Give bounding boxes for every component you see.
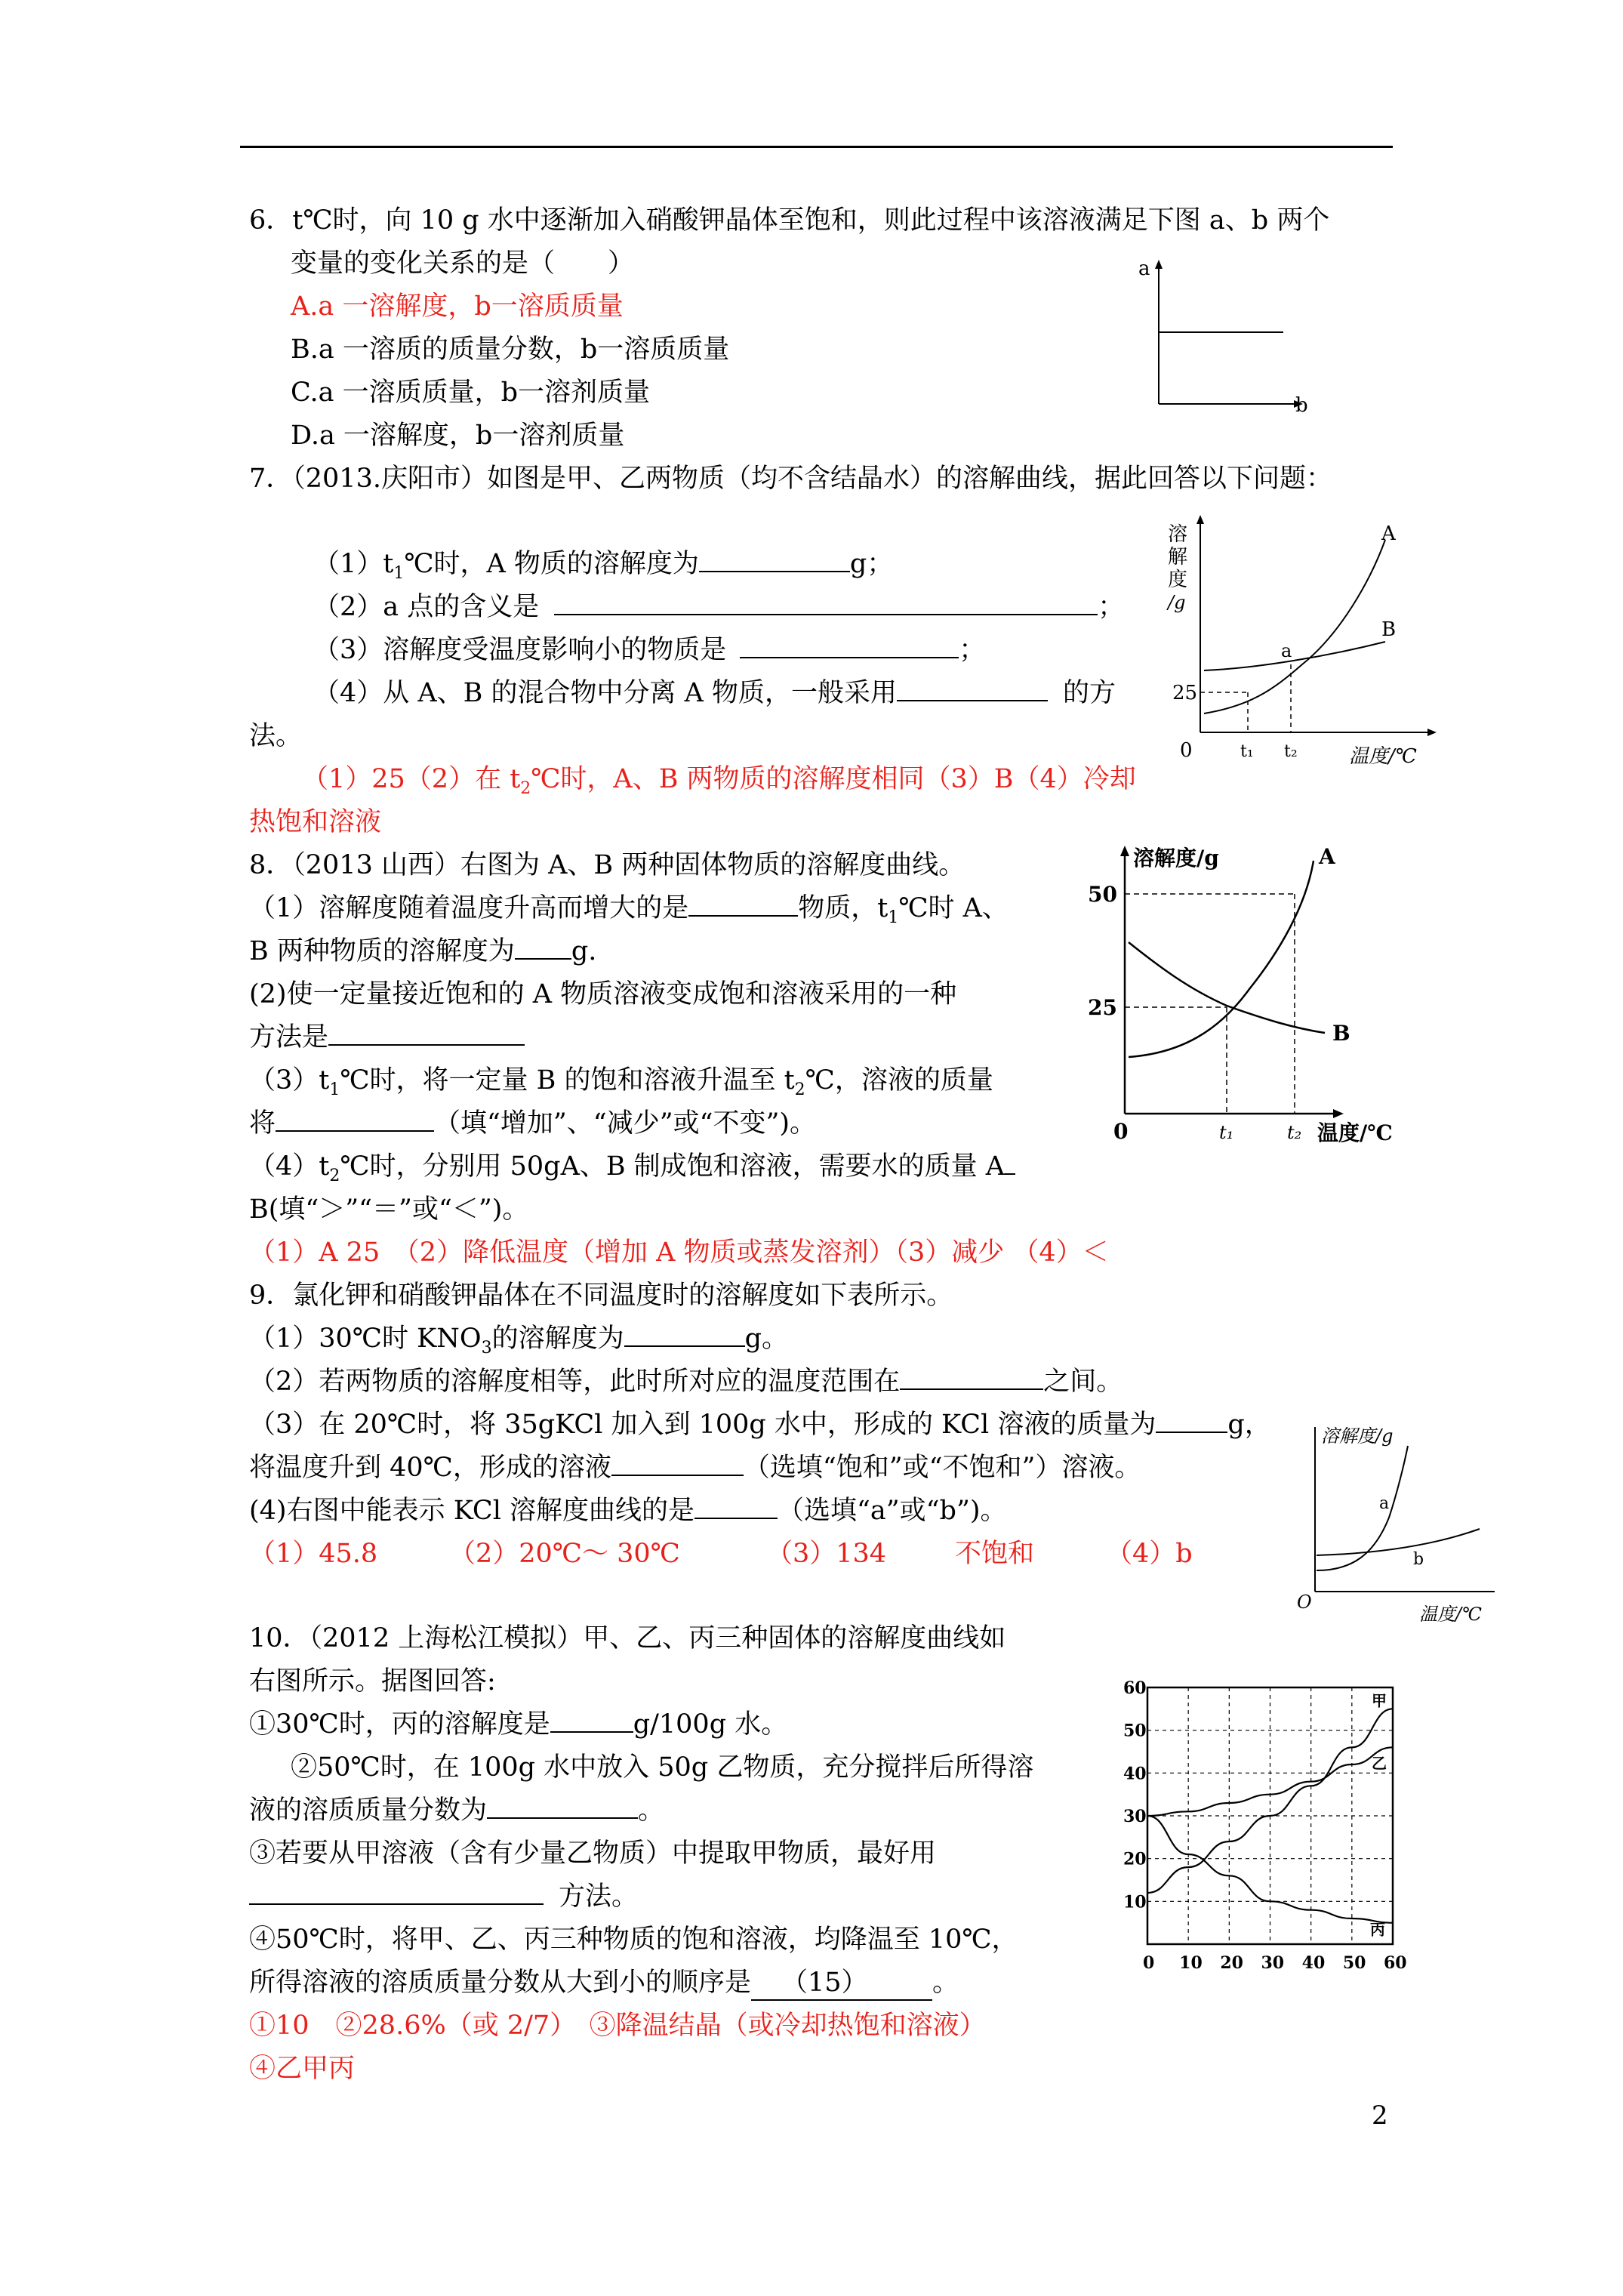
q8-p1-blank2 — [515, 935, 571, 960]
q7-label-B: B — [1381, 618, 1397, 641]
q8-part1 — [249, 892, 1009, 935]
q9-p2-text-c: 之间。 — [1043, 1367, 1123, 1397]
q7-part4-cont: 法。 — [249, 721, 303, 751]
q7-ans-sub: 2 — [520, 779, 531, 798]
header-rule — [240, 146, 1393, 148]
q7-curve-b — [1204, 642, 1385, 670]
q8-p3-text-d: 将 — [249, 1108, 276, 1139]
q10-xtick-label: 30 — [1261, 1953, 1285, 1973]
q7-x-arrow — [1427, 729, 1437, 736]
page-number: 2 — [1372, 2100, 1388, 2131]
q6-a-label: a — [1138, 257, 1150, 280]
q6-option-b: B.a 一溶质的质量分数，b一溶质质量 — [291, 334, 730, 365]
q10-ytick-label: 50 — [1123, 1721, 1147, 1741]
q10-tick-labels — [1123, 1678, 1407, 1973]
q10-xtick-label: 0 — [1143, 1953, 1155, 1973]
q9-part4 — [249, 1494, 1007, 1527]
q9-p3-text-e: （选填“饱和”或“不饱和”）溶液。 — [743, 1453, 1141, 1483]
q8-p4-sub: 2 — [329, 1166, 340, 1185]
q10-stem-line1: 10．（2012 上海松江模拟）甲、乙、丙三种固体的溶解度曲线如 — [249, 1623, 1006, 1653]
q10-p2-blank — [487, 1795, 638, 1819]
q9-p3-text-c: g， — [1227, 1410, 1271, 1440]
q9-ylabel: 溶解度/g — [1321, 1425, 1394, 1447]
q7-tick-t1: t₁ — [1240, 742, 1254, 761]
q8-p1-text-c: ℃时 A、 — [898, 893, 1009, 923]
q10-p4-blank: （15） — [751, 1966, 932, 2001]
q8-p3-sub2: 2 — [794, 1080, 805, 1099]
q8-p4-blank — [1005, 1151, 1015, 1175]
q8-p3-text-b: ℃时，将一定量 B 的饱和溶液升温至 t — [340, 1065, 795, 1096]
q10-p1-blank — [550, 1709, 633, 1733]
q8-p3-blank — [276, 1108, 434, 1132]
q7-part4 — [313, 676, 1116, 710]
q10-answer-line2: ④乙甲丙 — [249, 2054, 356, 2084]
q9-p1-sub: 3 — [481, 1339, 492, 1358]
q8-part3-cont — [249, 1107, 816, 1140]
q7-p4-text-a: （4）从 A、B 的混合物中分离 A 物质，一般采用 — [313, 678, 898, 708]
q7-part1 — [313, 547, 893, 590]
q10-ytick-label: 60 — [1123, 1678, 1147, 1698]
q7-p3-text-c: ； — [959, 635, 986, 665]
q8-p2-blank — [328, 1022, 525, 1046]
q8-p3-text-e: （填“增加”、“减少”或“不变”)。 — [434, 1108, 817, 1139]
q7-point-a: a — [1281, 640, 1292, 661]
q9-label-a: a — [1379, 1494, 1390, 1513]
q9-part1 — [249, 1322, 788, 1365]
q8-p1-text-b: 物质，t — [798, 893, 888, 923]
q7-p1-text-a: （1）t — [313, 549, 394, 579]
q9-chart — [1283, 1419, 1502, 1631]
q8-tick-50: 50 — [1088, 882, 1117, 907]
q9-p1-text-b: 的溶解度为 — [491, 1324, 624, 1354]
q8-p2-text-b: 方法是 — [249, 1022, 329, 1052]
q8-tick-t1: t₁ — [1219, 1122, 1234, 1143]
q7-p4-blank — [897, 677, 1048, 701]
q10-xtick-label: 60 — [1384, 1953, 1407, 1973]
q9-part2 — [249, 1365, 1123, 1398]
q9-part3 — [249, 1408, 1271, 1441]
q10-p3-blank — [249, 1881, 544, 1905]
q8-part2: (2)使一定量接近饱和的 A 物质溶液变成饱和溶液采用的一种 — [249, 979, 957, 1009]
q6-option-c: C.a 一溶质质量，b一溶剂质量 — [291, 378, 651, 408]
q9-origin: O — [1297, 1592, 1312, 1613]
q7-ylabel-3: 度 — [1168, 569, 1188, 591]
q9-p2-blank — [900, 1366, 1043, 1390]
q7-tick-25: 25 — [1172, 682, 1198, 704]
q7-p1-blank — [699, 548, 850, 572]
q7-curve-a — [1204, 540, 1385, 713]
q9-p1-text-c: g。 — [744, 1324, 788, 1354]
q8-part3 — [249, 1064, 993, 1107]
q7-p2-text-a: （2）a 点的含义是 — [313, 592, 540, 622]
q8-curve-a — [1129, 861, 1313, 1057]
q10-part3-cont — [249, 1880, 638, 1913]
q9-p4-text-a: (4)右图中能表示 KCl 溶解度曲线的是 — [249, 1496, 695, 1526]
q8-label-B: B — [1332, 1021, 1350, 1046]
q9-p4-blank — [694, 1495, 778, 1519]
q8-part4 — [249, 1150, 1015, 1193]
q7-ans-text-a: （1）25（2）在 t — [302, 764, 521, 794]
q10-series-name-2: 乙 — [1372, 1754, 1387, 1773]
q8-tick-t2: t₂ — [1287, 1122, 1302, 1143]
q9-answer-3: （3）134 — [766, 1539, 887, 1569]
q8-chart — [1076, 838, 1408, 1155]
q7-p1-text-b: ℃时，A 物质的溶解度为 — [404, 549, 699, 579]
q6-y-arrow — [1155, 260, 1163, 269]
q9-p1-blank — [624, 1323, 745, 1347]
q8-part4-cont: B(填“＞”“＝”或“＜”)。 — [249, 1194, 529, 1225]
q10-xtick-label: 10 — [1179, 1953, 1203, 1973]
q8-p1-sub: 1 — [888, 908, 899, 927]
q7-p1-text-c: g； — [849, 549, 894, 579]
q7-part3 — [313, 633, 985, 667]
q10-ytick-label: 40 — [1123, 1764, 1147, 1784]
q8-p1-text-a: （1）溶解度随着温度升高而增大的是 — [249, 893, 689, 923]
q7-answer-line2: 热饱和溶液 — [249, 807, 382, 837]
q8-y-arrow — [1120, 846, 1129, 856]
q10-answer-line1: ①10 ②28.6%（或 2/7） ③降温结晶（或冷却热饱和溶液） — [249, 2011, 986, 2041]
q10-part4: ④50℃时，将甲、乙、丙三种物质的饱和溶液，均降温至 10℃， — [249, 1925, 1018, 1955]
q9-p4-text-c: （选填“a”或“b”)。 — [778, 1496, 1007, 1526]
q9-p1-text-a: （1）30℃时 KNO — [249, 1324, 482, 1354]
q7-label-A: A — [1381, 522, 1396, 545]
q8-xlabel: 温度/℃ — [1317, 1120, 1393, 1145]
q6-option-d: D.a 一溶解度，b一溶剂质量 — [291, 421, 625, 451]
q8-p3-text-a: （3）t — [249, 1065, 330, 1096]
q9-curve-b — [1317, 1529, 1480, 1555]
q8-tick-25: 25 — [1088, 995, 1117, 1020]
q10-series-name-1: 甲 — [1372, 1691, 1387, 1710]
q10-part2-cont — [249, 1794, 664, 1827]
q8-ylabel: 溶解度/g — [1133, 846, 1219, 871]
q10-chart — [1110, 1672, 1412, 1989]
q8-part2-cont — [249, 1021, 525, 1054]
q8-label-A: A — [1319, 844, 1335, 869]
q7-p2-text-c: ； — [1098, 592, 1125, 622]
q10-ytick-label: 20 — [1123, 1849, 1147, 1869]
q9-stem: 9．氯化钾和硝酸钾晶体在不同温度时的溶解度如下表所示。 — [249, 1281, 953, 1311]
q8-origin: 0 — [1113, 1119, 1129, 1144]
q8-p1-blank1 — [688, 892, 798, 917]
q7-xlabel: 温度/℃ — [1349, 745, 1417, 768]
q10-p1-text-c: g/100g 水。 — [633, 1709, 788, 1740]
q10-p2-text-b: 液的溶质质量分数为 — [249, 1795, 488, 1826]
q7-origin: 0 — [1180, 739, 1193, 762]
q7-part2 — [313, 590, 1124, 624]
q7-stem: 7．（2013.庆阳市）如图是甲、乙两物质（均不含结晶水）的溶解曲线，据此回答以下问题： — [249, 464, 1332, 494]
q7-ylabel-2: 解 — [1168, 546, 1188, 569]
q10-p2-text-c: 。 — [638, 1795, 665, 1826]
q10-ytick-label: 30 — [1123, 1807, 1147, 1826]
q7-p3-text-a: （3）溶解度受温度影响小的物质是 — [313, 635, 727, 665]
q10-series-name-3: 丙 — [1370, 1920, 1385, 1939]
q8-p4-text-a: （4）t — [249, 1151, 330, 1182]
q9-p2-text-a: （2）若两物质的溶解度相等，此时所对应的温度范围在 — [249, 1367, 901, 1397]
q10-stem-line2: 右图所示。据图回答: — [249, 1666, 496, 1697]
q8-p1-text-d: B 两种物质的溶解度为 — [249, 936, 515, 966]
q8-part1-cont — [249, 935, 596, 968]
q9-answer-5: （4）b — [1106, 1539, 1193, 1569]
q10-p4-text-b: 所得溶液的溶质质量分数从大到小的顺序是 — [249, 1968, 752, 1998]
q6-chart — [1125, 257, 1313, 415]
q6-b-label: b — [1295, 394, 1308, 415]
q8-stem: 8．（2013 山西）右图为 A、B 两种固体物质的溶解度曲线。 — [249, 850, 965, 880]
q10-part1 — [249, 1708, 787, 1741]
q6-stem-line1: 6．t℃时，向 10 g 水中逐渐加入硝酸钾晶体至饱和，则此过程中该溶液满足下图 a、b 两个 — [249, 205, 1330, 236]
q7-ylabel-4: /g — [1168, 592, 1186, 613]
q9-xlabel: 温度/℃ — [1419, 1604, 1482, 1625]
q8-answer: （1）A 25 （2）降低温度（增加 A 物质或蒸发溶剂）（3）减少 （4）＜ — [249, 1237, 1109, 1268]
q9-p3-text-a: （3）在 20℃时，将 35gKCl 加入到 100g 水中，形成的 KCl 溶液的质量为 — [249, 1410, 1156, 1440]
q7-y-arrow — [1196, 515, 1204, 524]
q9-answer-1: （1）45.8 — [249, 1539, 378, 1569]
q9-answer-4: 不饱和 — [955, 1539, 1035, 1569]
q7-p3-blank — [740, 634, 959, 658]
q8-x-arrow — [1333, 1109, 1344, 1118]
q9-p3-blank2 — [611, 1452, 744, 1476]
q7-ylabel-1: 溶 — [1168, 523, 1188, 546]
q10-ytick-label: 10 — [1123, 1892, 1147, 1912]
q10-part4-cont — [249, 1966, 959, 2001]
q7-tick-t2: t₂ — [1284, 742, 1298, 761]
q10-xtick-label: 20 — [1220, 1953, 1243, 1973]
q6-option-a: A.a 一溶解度，b一溶质质量 — [291, 291, 624, 322]
q8-p3-text-c: ℃，溶液的质量 — [805, 1065, 993, 1096]
q8-p1-text-e: g. — [571, 936, 597, 966]
q10-xtick-label: 50 — [1342, 1953, 1366, 1973]
q10-p3-text-c: 方法。 — [559, 1881, 639, 1912]
q10-p4-text-c: 。 — [932, 1968, 959, 1998]
q7-ans-text-b: ℃时，A、B 两物质的溶解度相同（3）B（4）冷却 — [531, 764, 1136, 794]
q7-answer-line1 — [302, 763, 1136, 806]
q7-chart — [1151, 513, 1453, 770]
q6-stem-line2: 变量的变化关系的是（ ） — [291, 248, 635, 279]
q10-part3: ③若要从甲溶液（含有少量乙物质）中提取甲物质，最好用 — [249, 1838, 937, 1869]
q8-p3-sub1: 1 — [329, 1080, 340, 1099]
q10-p1-text-a: ①30℃时，丙的溶解度是 — [249, 1709, 550, 1740]
q8-p4-text-b: ℃时，分别用 50gA、B 制成饱和溶液，需要水的质量 A — [340, 1151, 1006, 1182]
q7-p2-blank — [554, 591, 1098, 615]
q7-p4-text-c: 的方 — [1063, 678, 1116, 708]
q9-label-b: b — [1413, 1550, 1424, 1569]
q9-part3-cont — [249, 1451, 1141, 1484]
q7-p1-sub: 1 — [393, 564, 405, 583]
q9-p3-blank1 — [1156, 1409, 1227, 1433]
q10-part2: ②50℃时，在 100g 水中放入 50g 乙物质，充分搅拌后所得溶 — [291, 1752, 1034, 1783]
q9-answer-2: （2）20℃～ 30℃ — [449, 1539, 680, 1569]
q10-xtick-label: 40 — [1301, 1953, 1326, 1973]
q9-p3-text-d: 将温度升到 40℃，形成的溶液 — [249, 1453, 611, 1483]
q9-curve-a — [1317, 1446, 1408, 1570]
